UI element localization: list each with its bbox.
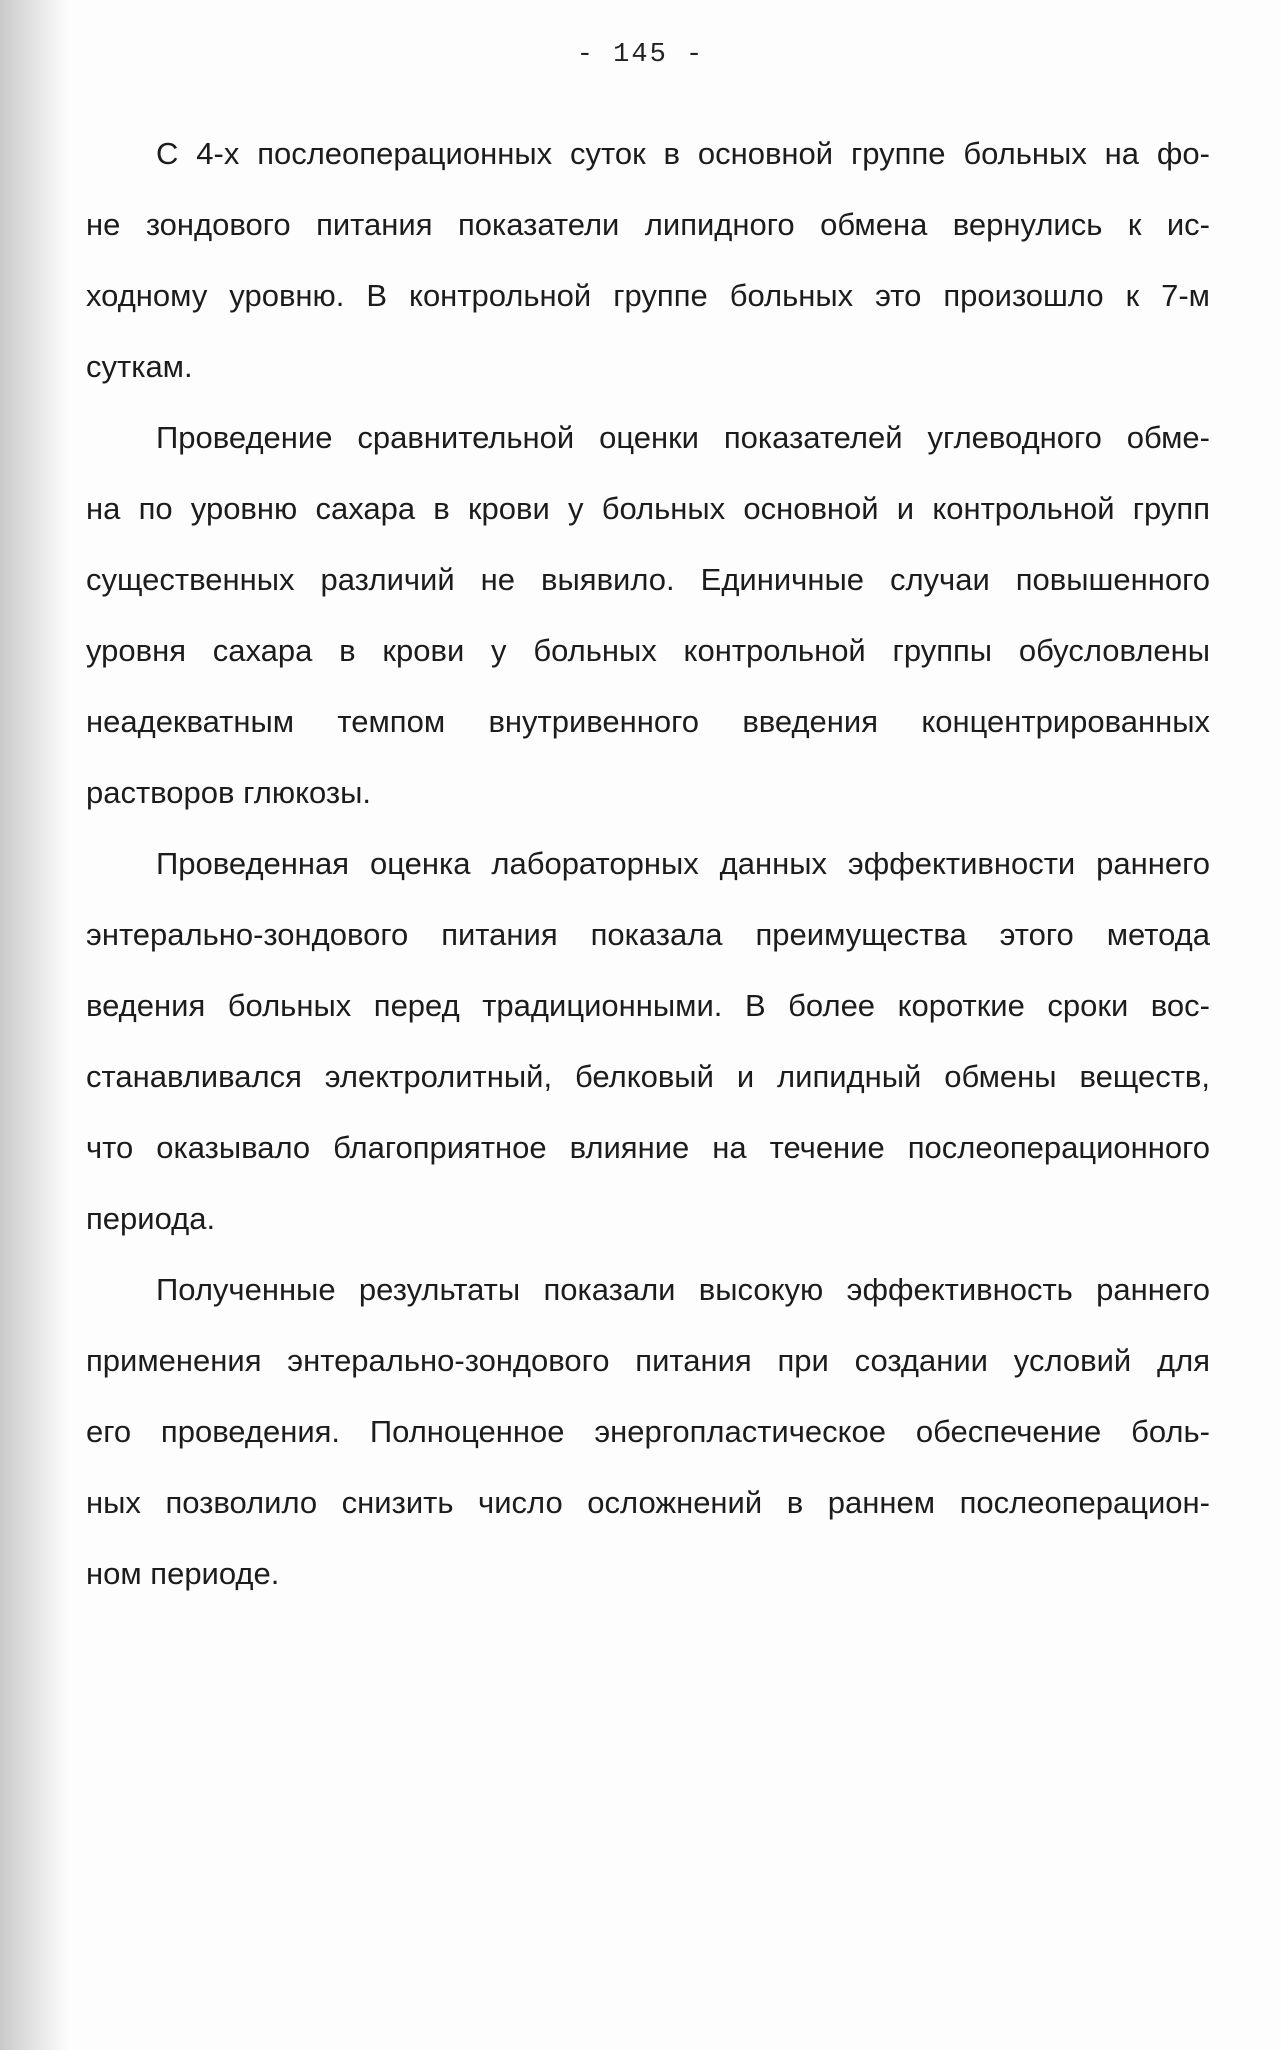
paragraph-line: его проведения. Полноценное энергопластическое обеспечение боль-	[86, 1414, 1210, 1449]
scan-shadow-edge	[0, 0, 70, 2050]
paragraph-line: суткам.	[86, 349, 193, 384]
paragraph-line: что оказывало благоприятное влияние на течение послеоперационного	[86, 1130, 1210, 1165]
paragraph-line: уровня сахара в крови у больных контрольной группы обусловлены	[86, 633, 1210, 668]
paragraph-line: Проведение сравнительной оценки показателей углеводного обме-	[156, 420, 1210, 455]
page-number: - 145 -	[576, 40, 705, 70]
paragraph-1	[86, 118, 1210, 402]
paragraph-2	[86, 402, 1210, 828]
paragraph-line: периода.	[86, 1201, 216, 1236]
paragraph-line: растворов глюкозы.	[86, 775, 371, 810]
paragraph-line: не зондового питания показатели липидного обмена вернулись к ис-	[86, 207, 1210, 242]
paragraph-line: ведения больных перед традиционными. В более короткие сроки вос-	[86, 988, 1210, 1023]
paragraph-line: Полученные результаты показали высокую эффективность раннего	[156, 1272, 1210, 1307]
paragraph-line: неадекватным темпом внутривенного введения концентрированных	[86, 704, 1210, 739]
paragraph-3	[86, 828, 1210, 1254]
paragraph-4	[86, 1254, 1210, 1609]
paragraph-line: применения энтерально-зондового питания при создании условий для	[86, 1343, 1210, 1378]
paragraph-line: станавливался электролитный, белковый и липидный обмены веществ,	[86, 1059, 1210, 1094]
paragraph-line: ных позволило снизить число осложнений в раннем послеоперацион-	[86, 1485, 1210, 1520]
paragraph-line: ном периоде.	[86, 1556, 280, 1591]
paragraph-line: С 4-х послеоперационных суток в основной группе больных на фо-	[156, 136, 1210, 171]
paragraph-line: существенных различий не выявило. Единичные случаи повышенного	[86, 562, 1210, 597]
paragraph-line: Проведенная оценка лабораторных данных эффективности раннего	[156, 846, 1210, 881]
body-text	[86, 118, 1210, 1609]
paragraph-line: ходному уровню. В контрольной группе больных это произошло к 7-м	[86, 278, 1210, 313]
paragraph-line: энтерально-зондового питания показала преимущества этого метода	[86, 917, 1210, 952]
paragraph-line: на по уровню сахара в крови у больных основной и контрольной групп	[86, 491, 1210, 526]
